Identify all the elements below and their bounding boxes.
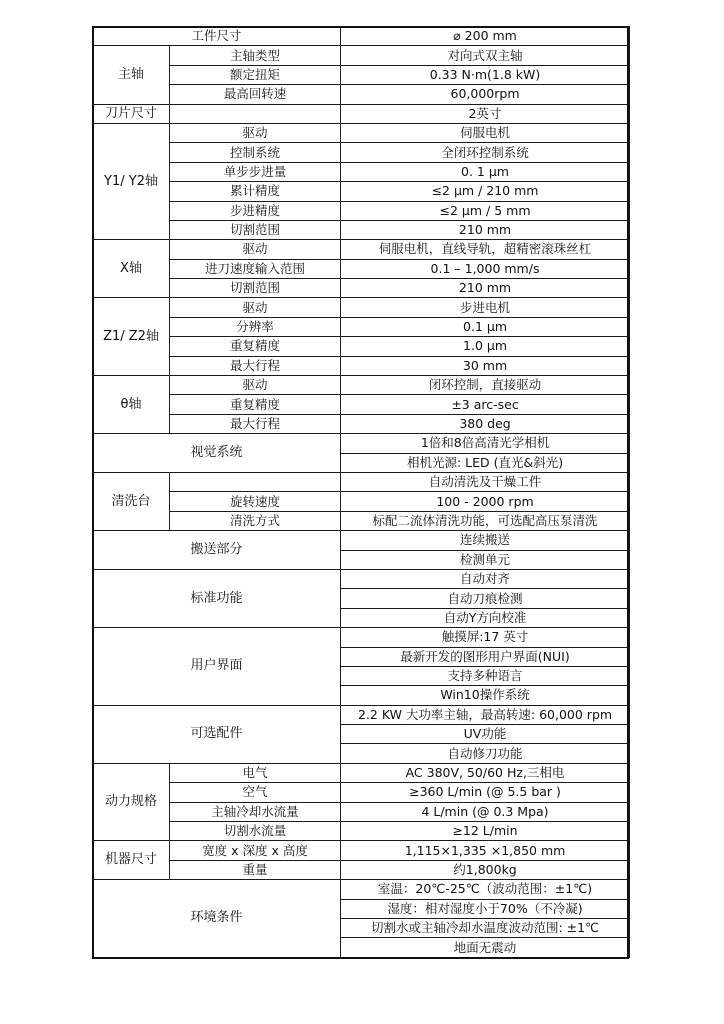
category-label: X轴 (93, 240, 170, 298)
spec-label: 重复精度 (170, 395, 341, 414)
table-row (93, 472, 630, 491)
spec-value: 自动刀痕检测 (341, 589, 630, 608)
spec-label: 主轴类型 (170, 46, 341, 65)
table-row (93, 822, 630, 841)
spec-value: AC 380V, 50/60 Hz,三相电 (341, 763, 630, 782)
spec-value: 对向式双主轴 (341, 46, 630, 65)
spec-value: 室温：20℃-25℃（波动范围：±1℃) (341, 880, 630, 899)
table-row (93, 104, 630, 123)
category-label: 视觉系统 (93, 434, 341, 473)
spec-label: 切割范围 (170, 220, 341, 239)
table-row (93, 628, 630, 647)
spec-value: 1倍和8倍高清光学相机 (341, 434, 630, 453)
spec-label: 切割水流量 (170, 822, 341, 841)
table-row (93, 860, 630, 879)
table-row (93, 201, 630, 220)
spec-label: 电气 (170, 763, 341, 782)
spec-value: 2.2 KW 大功率主轴，最高转速: 60,000 rpm (341, 705, 630, 724)
spec-value: 最新开发的图形用户界面(NUI) (341, 647, 630, 666)
spec-value: 1.0 μm (341, 337, 630, 356)
table-row (93, 85, 630, 104)
spec-label (170, 104, 341, 123)
spec-value: 相机光源: LED (直光&斜光) (341, 453, 630, 472)
spec-label: 分辨率 (170, 317, 341, 336)
table-row (93, 395, 630, 414)
category-label: 机器尺寸 (93, 841, 170, 880)
category-label: 清洗台 (93, 472, 170, 530)
spec-value: 60,000rpm (341, 85, 630, 104)
spec-value: 30 mm (341, 356, 630, 375)
table-row (93, 434, 630, 453)
spec-value: 标配二流体清洗功能，可选配高压泵清洗 (341, 511, 630, 530)
spec-label: 额定扭矩 (170, 65, 341, 84)
category-label: 用户界面 (93, 628, 341, 706)
spec-value: 全闭环控制系统 (341, 143, 630, 162)
category-label: 主轴 (93, 46, 170, 104)
table-row (93, 531, 630, 550)
spec-value: ≤2 μm / 5 mm (341, 201, 630, 220)
spec-value: UV功能 (341, 725, 630, 744)
spec-value: 检测单元 (341, 550, 630, 569)
spec-value: 0.1 – 1,000 mm/s (341, 259, 630, 278)
table-row (93, 841, 630, 860)
category-label: 刀片尺寸 (93, 104, 170, 123)
spec-value: Win10操作系统 (341, 686, 630, 705)
category-label: 搬送部分 (93, 531, 341, 570)
spec-table (92, 26, 630, 958)
spec-value: 210 mm (341, 220, 630, 239)
category-label: Z1/ Z2轴 (93, 298, 170, 376)
table-row (93, 162, 630, 181)
spec-label: 最大行程 (170, 414, 341, 433)
spec-value: 1,115×1,335 ×1,850 mm (341, 841, 630, 860)
spec-value: 触摸屏:17 英寸 (341, 628, 630, 647)
category-label: Y1/ Y2轴 (93, 123, 170, 239)
spec-value: ≤2 μm / 210 mm (341, 182, 630, 201)
spec-value: 自动修刀功能 (341, 744, 630, 763)
spec-label: 累计精度 (170, 182, 341, 201)
table-row (93, 569, 630, 588)
spec-value: ±3 arc-sec (341, 395, 630, 414)
spec-value: 支持多种语言 (341, 666, 630, 685)
spec-label: 宽度 x 深度 x 高度 (170, 841, 341, 860)
table-row (93, 298, 630, 317)
table-row (93, 65, 630, 84)
table-row (93, 317, 630, 336)
spec-value: 步进电机 (341, 298, 630, 317)
table-row (93, 414, 630, 433)
spec-value: 自动对齐 (341, 569, 630, 588)
table-row (93, 46, 630, 65)
spec-label: 空气 (170, 783, 341, 802)
table-row (93, 783, 630, 802)
table-row (93, 511, 630, 530)
spec-label: 单步步进量 (170, 162, 341, 181)
table-row (93, 356, 630, 375)
table-row (93, 279, 630, 298)
spec-label: 驱动 (170, 240, 341, 259)
spec-label: 驱动 (170, 123, 341, 142)
spec-value: 2英寸 (341, 104, 630, 123)
spec-value: 0.33 N·m(1.8 kW) (341, 65, 630, 84)
spec-label: 最大行程 (170, 356, 341, 375)
spec-label: 清洗方式 (170, 511, 341, 530)
spec-value: 380 deg (341, 414, 630, 433)
table-row (93, 880, 630, 899)
spec-value: 地面无震动 (341, 938, 630, 957)
spec-value: ≥12 L/min (341, 822, 630, 841)
table-row (93, 240, 630, 259)
table-row (93, 220, 630, 239)
spec-value: ≥360 L/min (@ 5.5 bar ) (341, 783, 630, 802)
table-row (93, 705, 630, 724)
spec-value: 0. 1 μm (341, 162, 630, 181)
spec-label: 控制系统 (170, 143, 341, 162)
table-row (93, 27, 630, 46)
category-label: 可选配件 (93, 705, 341, 763)
spec-value: ⌀ 200 mm (341, 27, 630, 46)
spec-value: 切割水或主轴冷却水温度波动范围: ±1℃ (341, 918, 630, 937)
category-label: 标准功能 (93, 569, 341, 627)
table-row (93, 376, 630, 395)
spec-label: 最高回转速 (170, 85, 341, 104)
spec-label: 重量 (170, 860, 341, 879)
spec-label: 切割范围 (170, 279, 341, 298)
spec-value: 210 mm (341, 279, 630, 298)
table-row (93, 763, 630, 782)
spec-label: 旋转速度 (170, 492, 341, 511)
spec-label: 驱动 (170, 298, 341, 317)
spec-value: 自动清洗及干燥工件 (341, 472, 630, 491)
spec-value: 伺服电机 (341, 123, 630, 142)
spec-value: 湿度：相对湿度小于70%（不冷凝) (341, 899, 630, 918)
spec-label: 工件尺寸 (93, 27, 341, 46)
spec-value: 约1,800kg (341, 860, 630, 879)
spec-value: 连续搬送 (341, 531, 630, 550)
table-row (93, 259, 630, 278)
category-label: θ轴 (93, 376, 170, 434)
table-row (93, 337, 630, 356)
spec-value: 4 L/min (@ 0.3 Mpa) (341, 802, 630, 821)
spec-value: 0.1 μm (341, 317, 630, 336)
spec-label: 进刀速度输入范围 (170, 259, 341, 278)
spec-value: 100 - 2000 rpm (341, 492, 630, 511)
spec-label: 重复精度 (170, 337, 341, 356)
table-row (93, 492, 630, 511)
table-row (93, 123, 630, 142)
spec-value: 闭环控制，直接驱动 (341, 376, 630, 395)
spec-label (170, 472, 341, 491)
category-label: 环境条件 (93, 880, 341, 958)
spec-value: 伺服电机，直线导轨，超精密滚珠丝杠 (341, 240, 630, 259)
spec-label: 主轴冷却水流量 (170, 802, 341, 821)
category-label: 动力规格 (93, 763, 170, 841)
table-row (93, 143, 630, 162)
table-row (93, 802, 630, 821)
spec-label: 驱动 (170, 376, 341, 395)
spec-label: 步进精度 (170, 201, 341, 220)
spec-value: 自动Y方向校准 (341, 608, 630, 627)
table-row (93, 182, 630, 201)
